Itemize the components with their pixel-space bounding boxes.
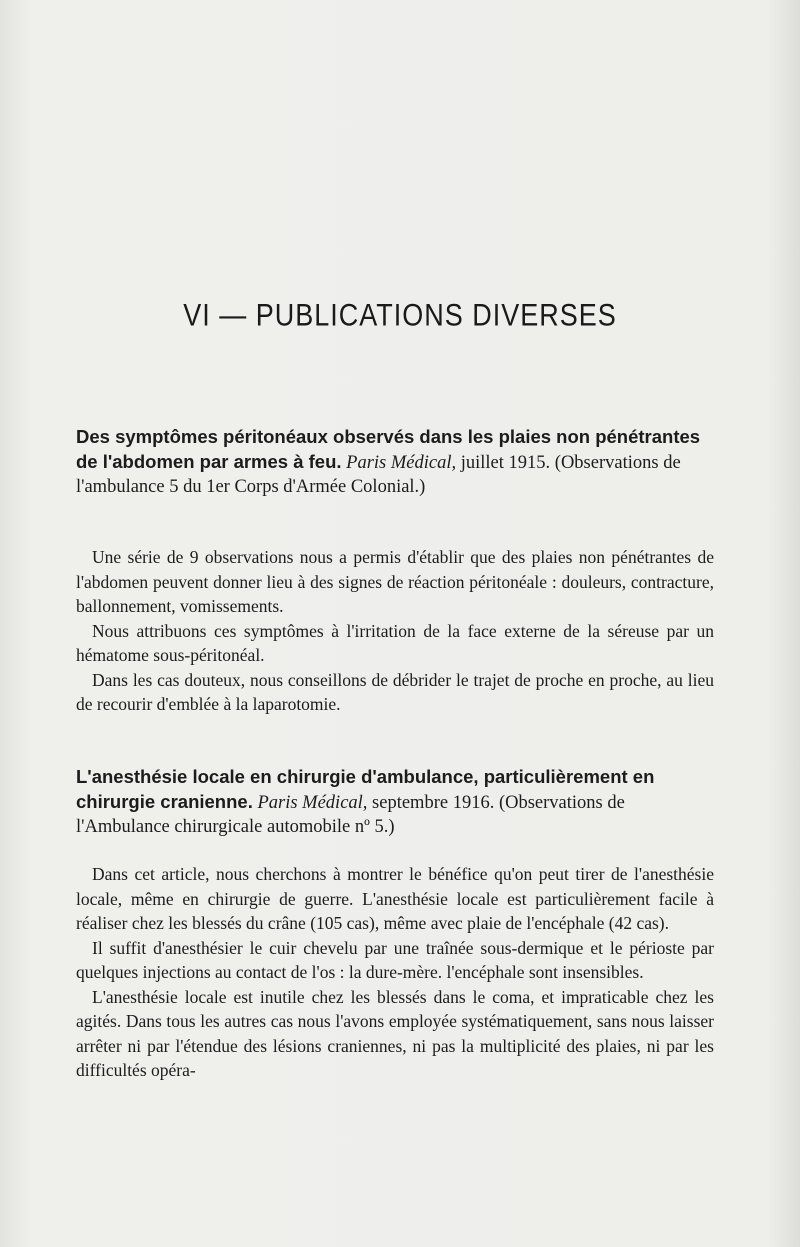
entry-2-details: septembre 1916. (Observations de l'Ambulance chirurgicale automobile nº 5.) — [76, 793, 625, 837]
entry-1-title — [76, 425, 716, 499]
entry-2-body — [76, 862, 714, 1083]
entry-1-paragraph: Une série de 9 observations nous a permis d'établir que des plaies non pénétrantes de l'abdomen peuvent donner lieu à des signes de réaction péritonéale : douleurs, contracture, ballonnement, vomissements. — [76, 547, 714, 616]
entry-2-title — [76, 765, 716, 839]
entry-2-paragraph: Dans cet article, nous cherchons à montrer le bénéfice qu'on peut tirer de l'anesthésie locale, même en chirurgie de guerre. L'anesthésie locale est particulièrement facile à réaliser chez les blessés du crâne (105 cas), même avec plaie de l'encéphale (42 cas). — [76, 864, 714, 933]
section-heading: VI — PUBLICATIONS DIVERSES — [183, 297, 617, 333]
entry-1-details: juillet 1915. (Observations de l'ambulance 5 du 1er Corps d'Armée Colonial.) — [76, 453, 681, 497]
entry-2-paragraph: Il suffit d'anesthésier le cuir chevelu par une traînée sous-dermique et le périoste par quelques injections au contact de l'os : la dure-mère. l'encéphale sont insensibles. — [76, 937, 714, 982]
entry-1-title-text: Des symptômes péritonéaux observés dans les plaies non pénétrantes de l'abdomen par armes à feu. — [76, 426, 701, 472]
entry-2-journal: Paris Médical, — [257, 793, 368, 813]
entry-1-journal: Paris Médical, — [346, 453, 457, 473]
entry-2-paragraph: L'anesthésie locale est inutile chez les blessés dans le coma, et impraticable chez les agités. Dans tous les autres cas nous l'avons employée systématiquement, sans nous laisser arrêter ni par l'étendue des lésions craniennes, ni pas la multiplicité des plaies, ni par les difficultés opéra- — [76, 986, 714, 1080]
entry-1-body — [76, 545, 714, 717]
entry-1-paragraph: Nous attribuons ces symptômes à l'irritation de la face externe de la séreuse par un hématome sous-péritonéal. — [76, 620, 714, 665]
entry-1-paragraph: Dans les cas douteux, nous conseillons de débrider le trajet de proche en proche, au lieu de recourir d'emblée à la laparotomie. — [76, 669, 714, 714]
entry-2-title-text: L'anesthésie locale en chirurgie d'ambulance, particulièrement en chirurgie cranienne. — [76, 766, 655, 812]
